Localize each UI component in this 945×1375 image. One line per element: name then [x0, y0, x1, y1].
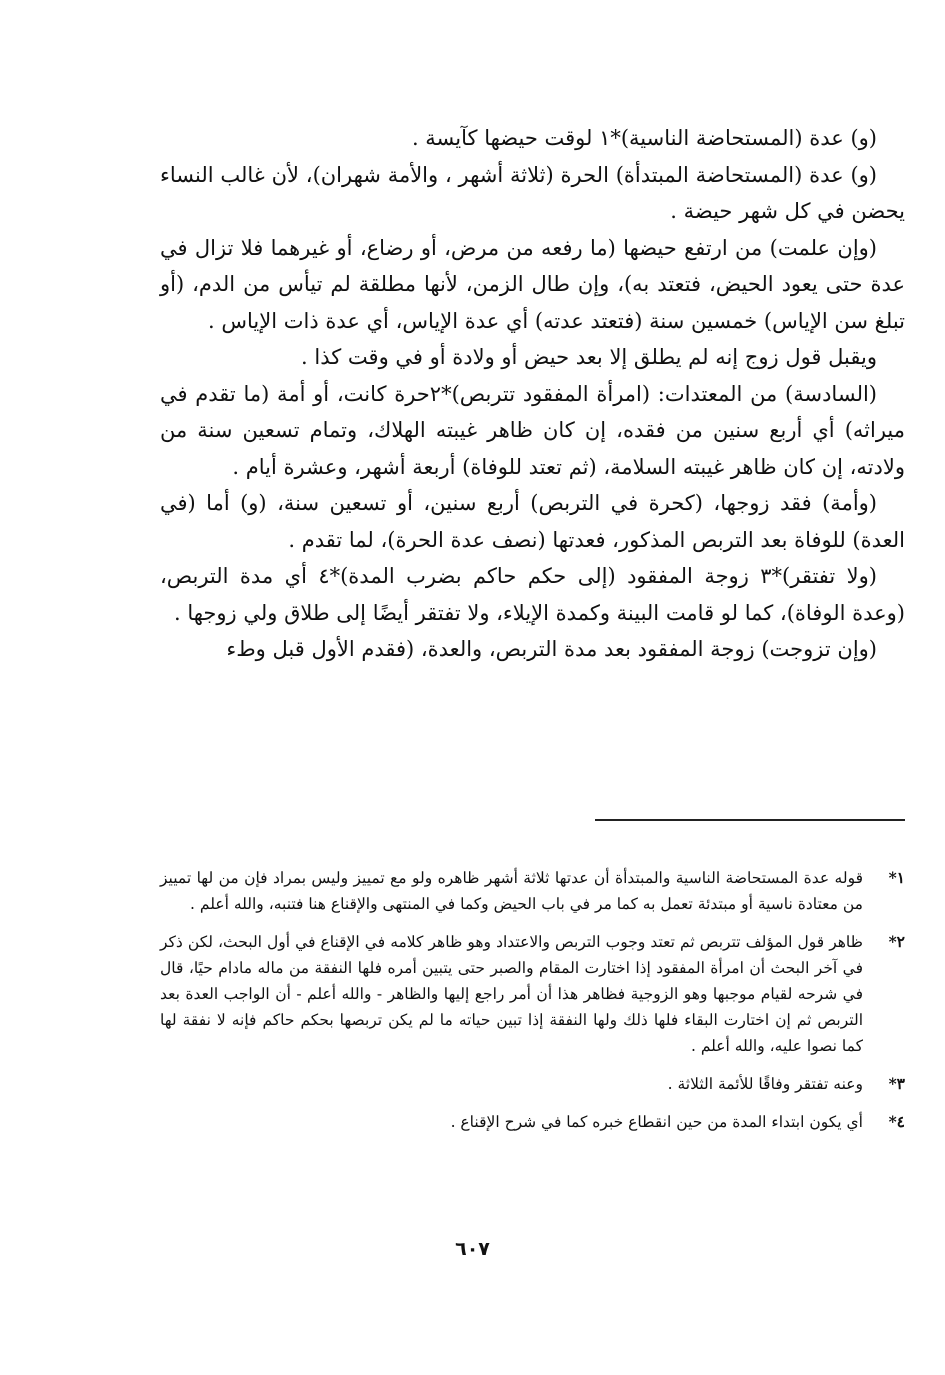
footnote: [160, 1071, 905, 1097]
footnote: [160, 1109, 905, 1135]
main-text: [160, 120, 905, 668]
paragraph: (وإن علمت) من ارتفع حيضها (ما رفعه من مرض، أو رضاع، أو غيرهما فلا تزال في عدة حتى يعود الحيض، فتعتد به)، وإن طال الزمن، لأنها مطلقة لم تيأس من الدم، (أو تبلغ سن الإياس) خمسين سنة (فتعتد عدته) أي عدة الإياس، أي عدة ذات الإياس .: [160, 235, 905, 333]
page-number: ٦٠٧: [455, 1238, 490, 1260]
paragraph: (و) عدة (المستحاضة الناسية)*١ لوقت حيضها كآيسة .: [411, 126, 877, 150]
paragraph: (السادسة) من المعتدات: (امرأة المفقود تتربص)*٢حرة كانت، أو أمة (ما تقدم في ميراثه) أي أربع سنين من فقده، إن كان ظاهر غيبته الهلاك، وتمام تسعين سنة من ولادته، إن كان ظاهر غيبته السلامة، (ثم تعتد للوفاة) أربعة أشهر، وعشرة أيام .: [160, 381, 906, 479]
paragraph: ويقبل قول زوج إنه لم يطلق إلا بعد حيض أو ولادة أو في وقت كذا .: [301, 345, 877, 369]
footnote: [160, 929, 905, 1059]
footnote-separator: [595, 819, 905, 821]
footnote-marker: ٣*: [888, 1074, 905, 1093]
footnotes: [160, 865, 905, 1147]
paragraph: (وأمة) فقد زوجها، (كحرة في التربص) أربع سنين، أو تسعين سنة، (و) أما (في العدة) للوفاة بعد التربص المذكور، فعدتها (نصف عدة الحرة)، لما تقدم .: [160, 491, 905, 552]
footnote-marker: ١*: [888, 868, 905, 887]
footnote-text: أي يكون ابتداء المدة من حين انقطاع خبره كما في شرح الإقناع .: [450, 1113, 863, 1131]
footnote-text: وعنه تفتقر وفاقًا للأئمة الثلاثة .: [667, 1075, 863, 1093]
footnote: [160, 865, 905, 917]
footnote-text: ظاهر قول المؤلف تتربص ثم تعتد وجوب التربص والاعتداد وهو ظاهر كلامه في الإقناع في أول البحث، لكن ذكر في آخر البحث أن امرأة المفقود إذا اختارت المقام والصبر حتى يتبين أمره فلها النفقة من ماله مادام حيًا، قال في شرحه لقيام موجبها وهو الزوجية فظاهر هذا أن أمر راجع إليها والظاهر - والله أعلم - أن الواجب العدة بعد التربص ثم إن اختارت البقاء فلها ذلك ولها النفقة إذا تبين حياته ما لم يكن تربصها بحكم حاكم فإنه لا نفقة لها كما نصوا عليه، والله أعلم .: [160, 933, 863, 1055]
paragraph: (و) عدة (المستحاضة المبتدأة) الحرة (ثلاثة أشهر ، والأمة شهران)، لأن غالب النساء يحضن في كل شهر حيضة .: [160, 162, 905, 223]
paragraph: (وإن تزوجت) زوجة المفقود بعد مدة التربص، والعدة، (فقدم الأول قبل وطء: [226, 637, 877, 661]
footnote-marker: ٢*: [888, 932, 905, 951]
footnote-text: قوله عدة المستحاضة الناسية والمبتدأة أن عدتها ثلاثة أشهر ظاهره ولو مع تمييز وليس بمراد فإن من لها تمييز من معتادة ناسية أو مبتدئة تعمل به كما مر في باب الحيض وكما في المنتهى والإقناع هنا فتنبه، والله أعلم .: [160, 869, 863, 913]
footnote-marker: ٤*: [888, 1112, 905, 1131]
paragraph: (ولا تفتقر)*٣ زوجة المفقود (إلى حكم حاكم بضرب المدة)*٤ أي مدة التربص، (وعدة الوفاة)، كما لو قامت البينة وكمدة الإيلاء، ولا تفتقر أيضًا إلى طلاق ولي زوجها .: [160, 564, 905, 625]
